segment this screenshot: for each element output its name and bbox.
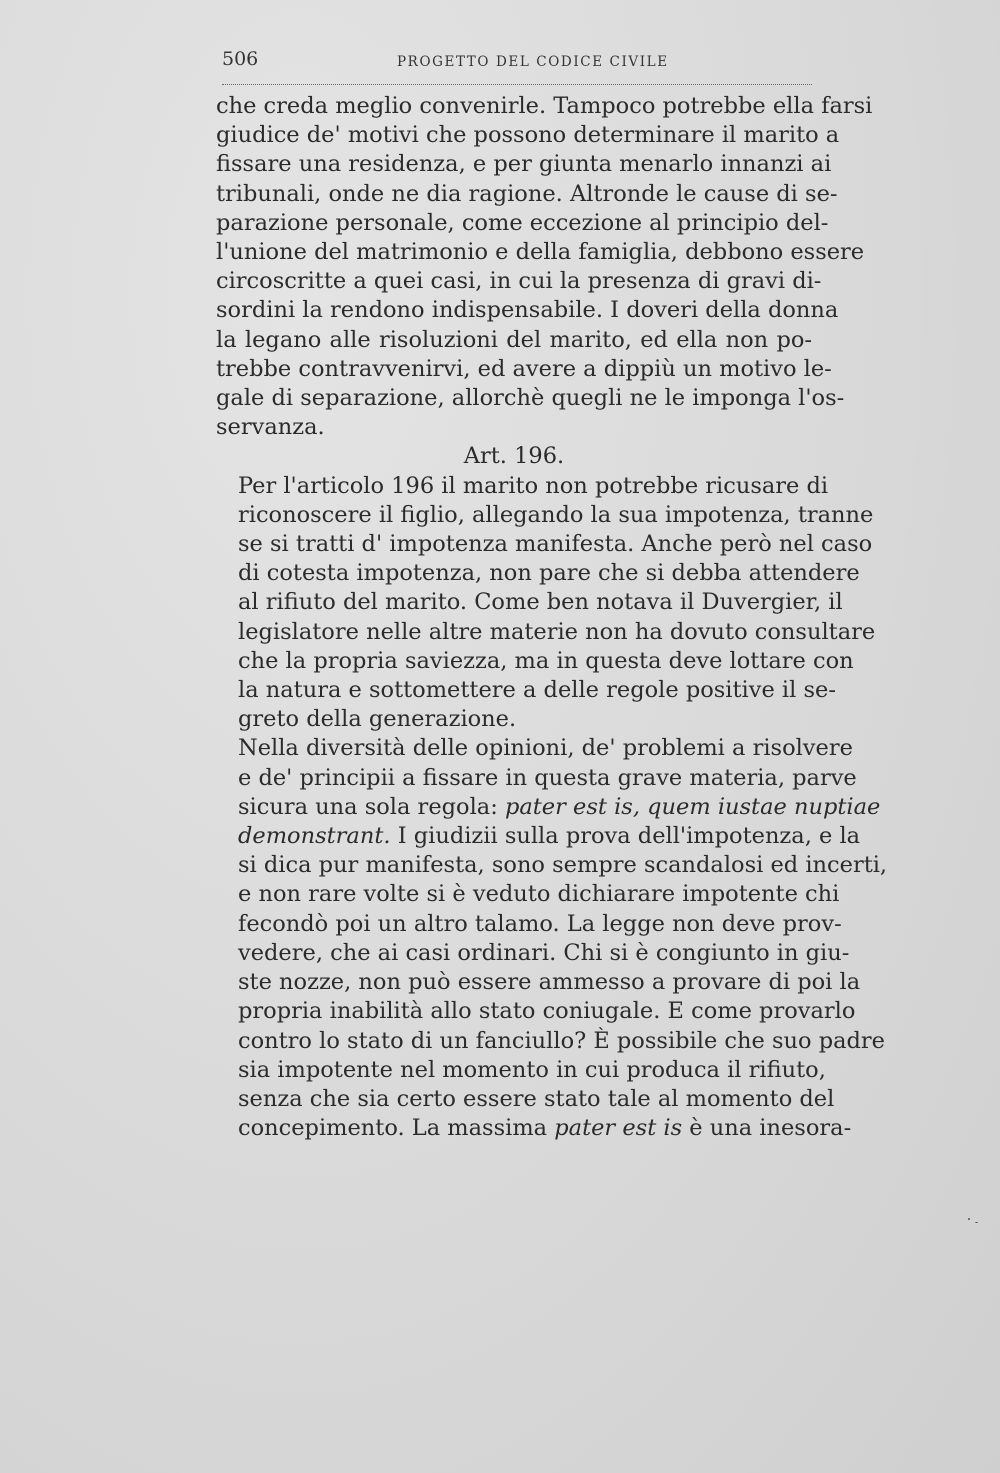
text-line: che creda meglio convenirle. Tampoco potrebbe ella farsi <box>216 93 873 119</box>
text-line: e de' principii a fissare in questa grave materia, parve <box>238 764 857 791</box>
paragraph-2 <box>216 472 876 735</box>
text-line: circoscritte a quei casi, in cui la presenza di gravi di- <box>216 268 822 295</box>
page-header <box>222 44 812 85</box>
text-line: trebbe contravvenirvi, ed avere a dippiù un motivo le- <box>216 355 832 382</box>
text-line: sia impotente nel momento in cui produca il rifiuto, <box>238 1056 826 1083</box>
text-segment: concepimento. La massima <box>238 1115 555 1142</box>
text-line: servanza. <box>216 414 325 441</box>
paragraph-3 <box>216 734 888 1143</box>
text-line: riconoscere il figlio, allegando la sua impotenza, tranne <box>238 501 874 528</box>
article-heading: Art. 196. <box>463 443 565 470</box>
paper-speck <box>968 1218 970 1220</box>
text-segment: sicura una sola regola: <box>238 793 505 820</box>
text-line: senza che sia certo essere stato tale al momento del <box>238 1085 835 1112</box>
text-line: sordini la rendono indispensabile. I doveri della donna <box>216 297 839 324</box>
latin-maxim: pater est is <box>554 1115 683 1142</box>
text-line: propria inabilità allo stato coniugale. E come provarlo <box>238 998 856 1025</box>
text-line: fecondò poi un altro talamo. La legge non deve prov- <box>238 910 842 937</box>
paper-speck <box>975 1222 978 1223</box>
text-line <box>216 1114 852 1143</box>
text-line: Nella diversità delle opinioni, de' problemi a risolvere <box>238 735 853 762</box>
page-number: 506 <box>222 48 259 70</box>
text-line: Per l'articolo 196 il marito non potrebbe ricusare di <box>238 472 829 499</box>
body-text <box>216 92 888 1143</box>
latin-maxim: demonstrant. <box>238 823 391 850</box>
text-line: greto della generazione. <box>238 706 517 733</box>
text-segment: I giudizii sulla prova dell'impotenza, e la <box>390 823 861 850</box>
running-title: PROGETTO DEL CODICE CIVILE <box>397 54 669 70</box>
text-line: vedere, che ai casi ordinari. Chi si è congiunto in giu- <box>238 939 850 966</box>
paragraph-1 <box>216 92 873 442</box>
text-line: al rifiuto del marito. Come ben notava il Duvergier, il <box>238 589 843 616</box>
text-line: la legano alle risoluzioni del marito, ed ella non po- <box>216 326 812 353</box>
text-line <box>216 793 881 822</box>
text-line: si dica pur manifesta, sono sempre scandalosi ed incerti, <box>238 852 888 879</box>
text-line: l'unione del matrimonio e della famiglia, debbono essere <box>216 239 865 266</box>
text-line: contro lo stato di un fanciullo? È possibile che suo padre <box>238 1027 885 1054</box>
text-line: la natura e sottomettere a delle regole positive il se- <box>238 677 836 704</box>
text-line <box>216 822 861 851</box>
text-line: se si tratti d' impotenza manifesta. Anche però nel caso <box>238 531 873 558</box>
text-line: gale di separazione, allorchè quegli ne le imponga l'os- <box>216 385 845 412</box>
text-line: fissare una residenza, e per giunta menarlo innanzi ai <box>216 151 832 178</box>
text-line: tribunali, onde ne dia ragione. Altronde le cause di se- <box>216 180 838 207</box>
text-line: e non rare volte si è veduto dichiarare impotente chi <box>238 881 840 908</box>
text-line: ste nozze, non può essere ammesso a provare di poi la <box>238 969 861 996</box>
text-line: giudice de' motivi che possono determinare il marito a <box>216 122 840 149</box>
latin-maxim: pater est is, quem iustae nuptiae <box>504 793 881 820</box>
text-line: che la propria saviezza, ma in questa deve lottare con <box>238 647 854 674</box>
text-line: di cotesta impotenza, non pare che si debba attendere <box>238 560 860 587</box>
text-segment: è una inesora- <box>682 1115 852 1142</box>
text-line: legislatore nelle altre materie non ha dovuto consultare <box>238 618 876 645</box>
text-line: parazione personale, come eccezione al principio del- <box>216 209 829 236</box>
